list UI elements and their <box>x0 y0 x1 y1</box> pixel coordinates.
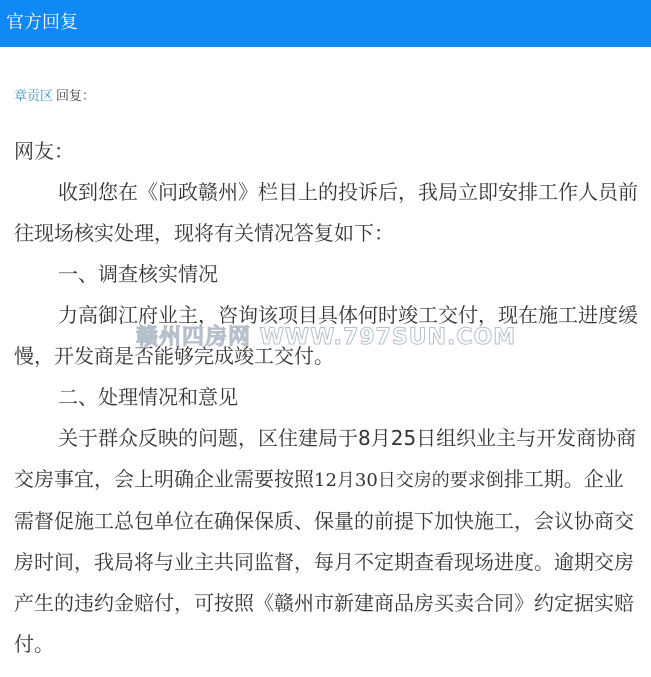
site-watermark: 赣州四房网 WWW.797SUN.COM <box>136 325 517 350</box>
section-heading-investigation: 一、调查核实情况 <box>58 262 218 286</box>
reply-attribution <box>14 88 95 106</box>
handling-text-part1: 关于群众反映的问题，区住建局于8月25日组织业主与开发商协商交房事宜，会上明确企业需要按照 <box>14 426 637 491</box>
header-bar <box>0 0 651 47</box>
complaint-paragraph: 力高御江府业主，咨询该项目具体何时竣工交付，现在施工进度缓慢，开发商是否能够完成竣工交付。 <box>14 303 638 368</box>
handling-text-part2: 12月30日交房的要求倒 <box>314 470 504 491</box>
handling-paragraph <box>14 418 640 665</box>
salutation: 网友： <box>14 139 74 163</box>
department-link[interactable]: 章贡区 <box>14 89 54 104</box>
reply-label: 回复： <box>56 89 96 104</box>
reply-content <box>14 131 640 665</box>
intro-paragraph: 收到您在《问政赣州》栏目上的投诉后，我局立即安排工作人员前往现场核实处理，现将有关情况答复如下： <box>14 180 638 245</box>
handling-text-part3: 排工期。企业需督促施工总包单位在确保保质、保量的前提下加快施工，会议协商交房时间，我局将与业主共同监督，每月不定期查看现场进度。逾期交房产生的违约金赔付，可按照《赣州市新建商品房买卖合同》约定据实赔付。 <box>14 467 634 656</box>
header-title: 官方回复 <box>6 12 78 33</box>
section-heading-handling: 二、处理情况和意见 <box>58 385 238 409</box>
